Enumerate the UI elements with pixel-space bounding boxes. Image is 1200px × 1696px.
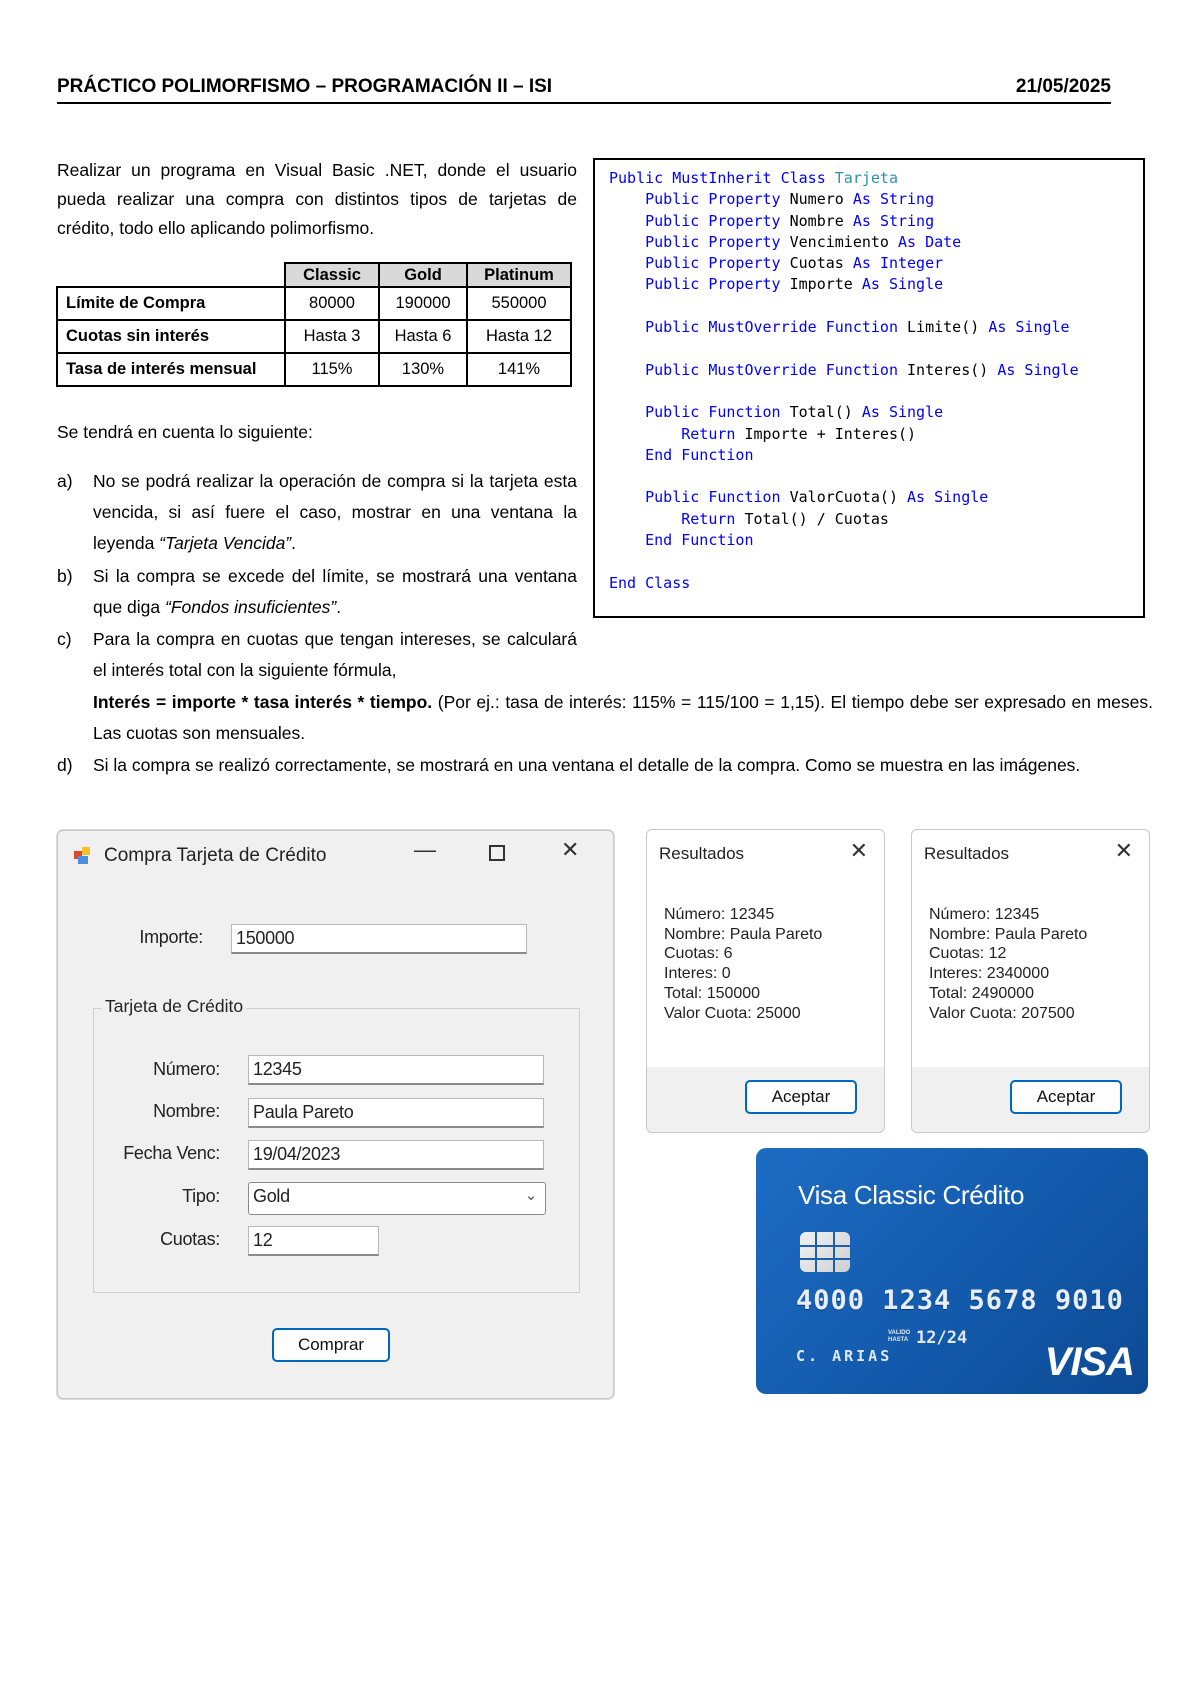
- fecha-label: Fecha Venc:: [123, 1143, 220, 1163]
- results-title: Resultados: [659, 844, 745, 863]
- chevron-down-icon: ⌄: [524, 1187, 537, 1204]
- aceptar-button[interactable]: Aceptar: [745, 1080, 857, 1114]
- table-row: [57, 320, 571, 353]
- row-label: Tasa de interés mensual: [57, 353, 285, 386]
- importe-label: Importe:: [139, 927, 203, 947]
- close-icon[interactable]: ✕: [1114, 838, 1133, 863]
- card-title: Visa Classic Crédito: [798, 1180, 1025, 1210]
- cuotas-input[interactable]: 12: [248, 1226, 379, 1256]
- table-cell: Hasta 6: [379, 320, 467, 353]
- comprar-button[interactable]: Comprar: [272, 1328, 390, 1362]
- fecha-input[interactable]: 19/04/2023: [248, 1140, 544, 1170]
- app-icon: [74, 847, 92, 865]
- visa-card-image: [756, 1148, 1148, 1394]
- nombre-input[interactable]: Paula Pareto: [248, 1098, 544, 1128]
- table-row: [57, 287, 571, 320]
- results-title: Resultados: [924, 844, 1010, 863]
- tipo-label: Tipo:: [182, 1186, 220, 1206]
- visa-logo: VISA: [1044, 1340, 1134, 1384]
- table-cell: 80000: [285, 287, 379, 320]
- row-label: Cuotas sin interés: [57, 320, 285, 353]
- card-holder: C. ARIAS: [796, 1347, 893, 1365]
- purchase-form-window: [57, 830, 614, 1399]
- chip-icon: [800, 1232, 850, 1272]
- results-window-2: [911, 829, 1150, 1133]
- card-number: 4000 1234 5678 9010: [796, 1285, 1124, 1316]
- nombre-label: Nombre:: [153, 1101, 220, 1121]
- table-header-row: [57, 263, 571, 287]
- aceptar-button[interactable]: Aceptar: [1010, 1080, 1122, 1114]
- considerations-heading: Se tendrá en cuenta lo siguiente:: [57, 422, 313, 442]
- minimize-icon[interactable]: —: [414, 837, 436, 862]
- window-title: Compra Tarjeta de Crédito: [104, 845, 327, 866]
- list-item-continuation: Interés = importe * tasa interés * tiempo. (Por ej.: tasa de interés: 115% = 115/100 = 1,15). El tiempo debe ser expresado en meses. Las cuotas son mensuales.: [93, 692, 1153, 743]
- document-date: 21/05/2025: [1015, 76, 1111, 97]
- importe-input[interactable]: 150000: [231, 924, 527, 954]
- table-header: Platinum: [467, 263, 571, 287]
- table-cell: Hasta 12: [467, 320, 571, 353]
- list-item: b) Si la compra se excede del límite, se mostrará una ventana que diga “Fondos insuficientes”.: [57, 566, 577, 617]
- document-title: PRÁCTICO POLIMORFISMO – PROGRAMACIÓN II – ISI: [57, 76, 553, 97]
- table-cell: 115%: [285, 353, 379, 386]
- results-body: Número: 12345 Nombre: Paula Pareto Cuotas: 6 Interes: 0 Total: 150000 Valor Cuota: 25000: [664, 906, 823, 1022]
- list-item: c) Para la compra en cuotas que tengan intereses, se calculará el interés total con la siguiente fórmula,: [57, 629, 577, 680]
- intro-paragraph: Realizar un programa en Visual Basic .NET, donde el usuario pueda realizar una compra con distintos tipos de tarjetas de crédito, todo ello aplicando polimorfismo.: [57, 160, 577, 238]
- list-item: a) No se podrá realizar la operación de compra si la tarjeta esta vencida, si así fuere el caso, mostrar en una ventana la leyenda “Tarjeta Vencida”.: [57, 471, 577, 553]
- maximize-icon[interactable]: [489, 845, 505, 861]
- card-types-table: [56, 262, 572, 387]
- groupbox-title: Tarjeta de Crédito: [102, 996, 246, 1017]
- valid-thru-label: VALIDO HASTA: [888, 1330, 911, 1343]
- document-header: [57, 76, 1111, 104]
- table-cell: 130%: [379, 353, 467, 386]
- cuotas-label: Cuotas:: [160, 1229, 220, 1249]
- row-label: Límite de Compra: [57, 287, 285, 320]
- close-icon[interactable]: ✕: [561, 837, 580, 862]
- table-cell: 190000: [379, 287, 467, 320]
- close-icon[interactable]: ✕: [849, 838, 868, 863]
- table-cell: 141%: [467, 353, 571, 386]
- card-expiry: 12/24: [916, 1328, 968, 1348]
- table-cell: 550000: [467, 287, 571, 320]
- list-item: d) Si la compra se realizó correctamente, se mostrará en una ventana el detalle de la compra. Como se muestra en las imágenes.: [57, 755, 1081, 775]
- code-listing: Public MustInherit Class Tarjeta Public Property Numero As String Public Property Nombre As String Public Property Vencimiento As Date Public Property Cuotas As Integer Public Property Importe As Single Public MustOverride Function Limite() As Single Public MustOverride Function Interes() As Single Public Function Total() As Single Return Importe + Interes() End Function Public Function ValorCuota() As Single Return Total() / Cuotas End Function End Class: [593, 158, 1145, 618]
- tipo-select[interactable]: Gold ⌄: [248, 1182, 546, 1215]
- table-row: [57, 353, 571, 386]
- table-cell: Hasta 3: [285, 320, 379, 353]
- numero-input[interactable]: 12345: [248, 1055, 544, 1085]
- results-window-1: [646, 829, 885, 1133]
- table-header: Classic: [285, 263, 379, 287]
- results-body: Número: 12345 Nombre: Paula Pareto Cuotas: 12 Interes: 2340000 Total: 2490000 Valor Cuota: 207500: [929, 906, 1088, 1022]
- table-header: Gold: [379, 263, 467, 287]
- numero-label: Número:: [153, 1059, 220, 1079]
